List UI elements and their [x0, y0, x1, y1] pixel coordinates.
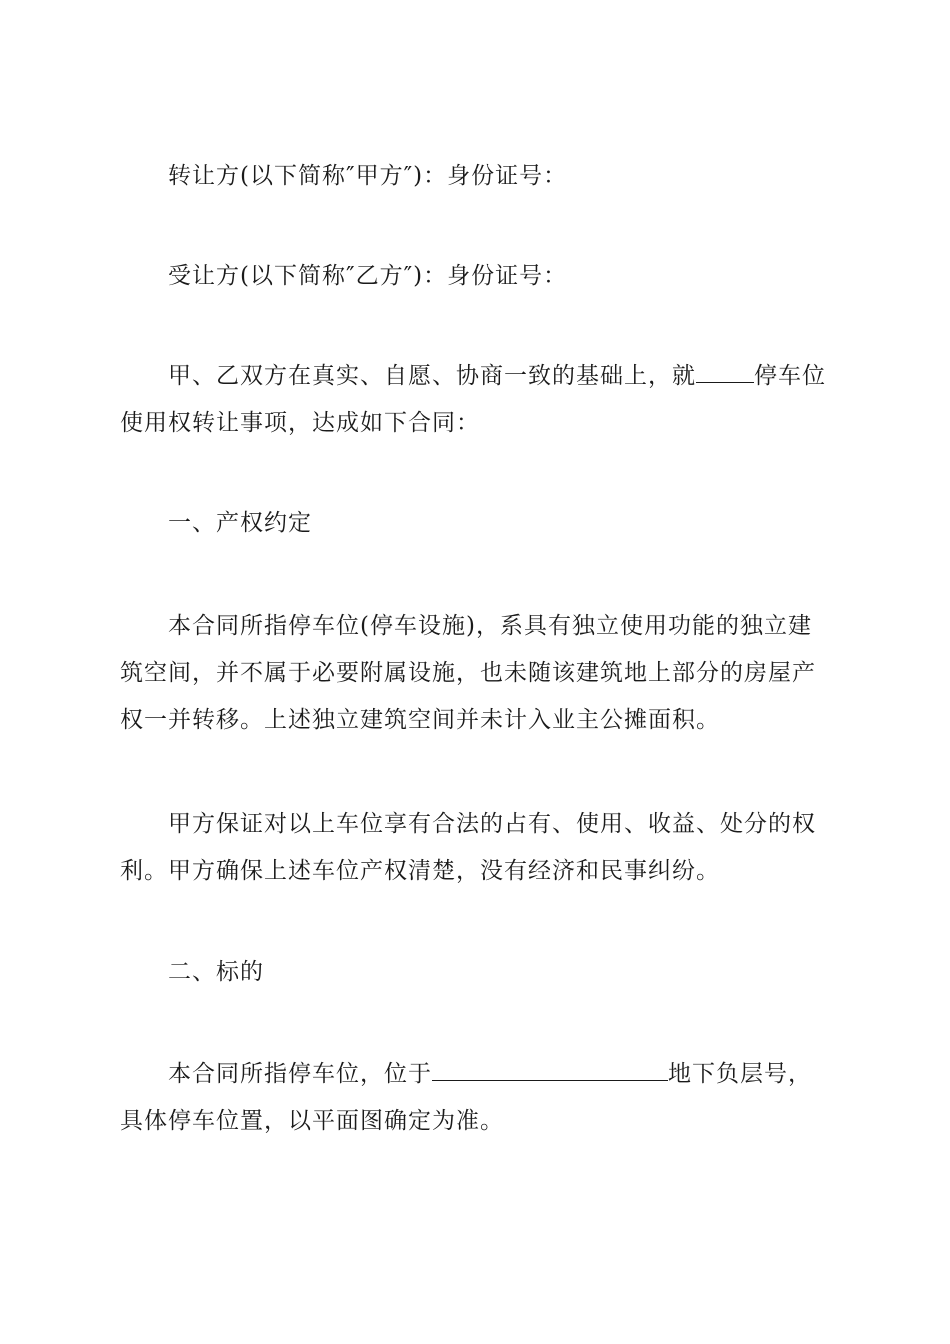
transferor-line: 转让方(以下简称″甲方″)：身份证号： [168, 163, 568, 189]
section-1-paragraph-2: 甲方保证对以上车位享有合法的占有、使用、收益、处分的权利。甲方确保上述车位产权清楚，没有经济和民事纠纷。 [120, 811, 816, 884]
location-blank [432, 1056, 668, 1081]
section-1-paragraph-1: 本合同所指停车位(停车设施)，系具有独立使用功能的独立建筑空间，并不属于必要附属设施，也未随该建筑地上部分的房屋产权一并转移。上述独立建筑空间并未计入业主公摊面积。 [120, 613, 816, 733]
car-space-blank [696, 358, 754, 383]
transferee-line: 受让方(以下简称″乙方″)：身份证号： [168, 263, 568, 289]
section-2-heading: 二、标的 [168, 959, 264, 985]
intro-paragraph [120, 353, 832, 447]
section-2-paragraph [120, 1051, 832, 1145]
section-2-text-before: 本合同所指停车位，位于 [168, 1061, 432, 1087]
intro-text-after: 停车位使用权转让事项，达成如下合同： [120, 363, 826, 436]
section-2-text-after: 地下负层号，具体停车位置，以平面图确定为准。 [120, 1061, 812, 1134]
section-1-heading: 一、产权约定 [168, 510, 312, 536]
intro-text-before: 甲、乙双方在真实、自愿、协商一致的基础上，就 [168, 363, 696, 389]
